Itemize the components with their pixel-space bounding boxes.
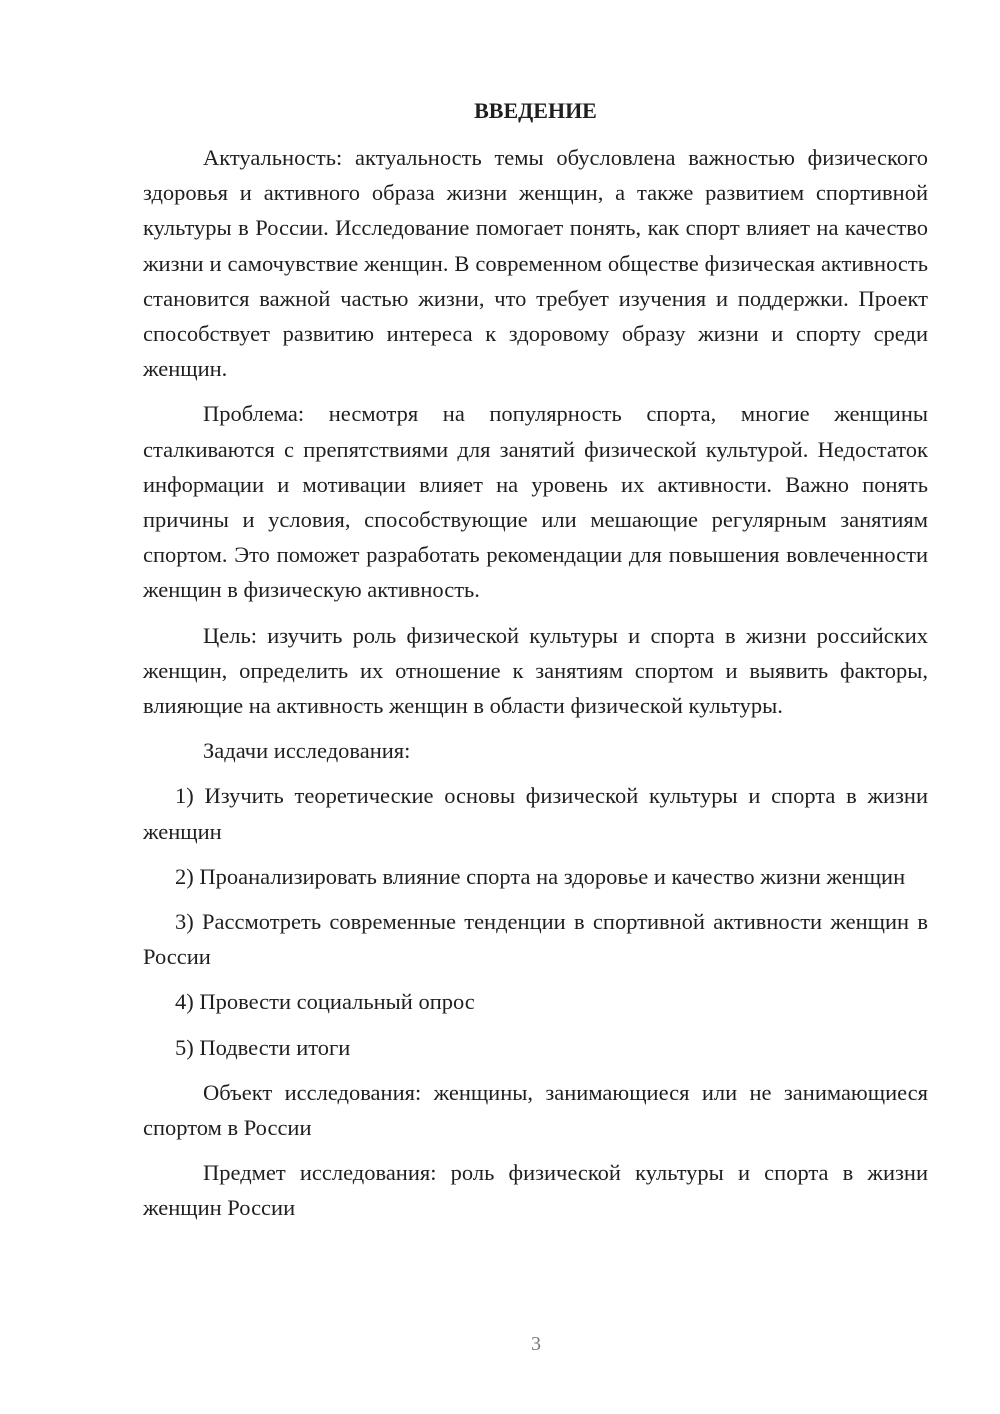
list-item: 4) Провести социальный опрос: [175, 989, 475, 1015]
list-item: 1) Изучить теоретические основы физической культуры и спорта в жизни женщин: [143, 783, 928, 844]
tasks-list: [143, 778, 928, 1064]
list-item: 5) Подвести итоги: [175, 1034, 351, 1060]
tasks-title: Задачи исследования:: [203, 738, 411, 764]
list-item: 3) Рассмотреть современные тенденции в спортивной активности женщин в России: [143, 909, 928, 970]
relevance-paragraph: Актуальность: актуальность темы обусловлена важностью физического здоровья и активного образа жизни женщин, а также развитием спортивной культуры в России. Исследование помогает понять, как спорт влияет на качество жизни и самочувствие женщин. В современном обществе физическая активность становится важной частью жизни, что требует изучения и поддержки. Проект способствует развитию интереса к здоровому образу жизни и спорту среди женщин.: [143, 145, 928, 382]
page-title: ВВЕДЕНИЕ: [474, 98, 597, 123]
subject-paragraph: Предмет исследования: роль физической культуры и спорта в жизни женщин России: [143, 1160, 928, 1221]
problem-paragraph: Проблема: несмотря на популярность спорта, многие женщины сталкиваются с препятствиями для занятий физической культурой. Недостаток информации и мотивации влияет на уровень их активности. Важно понять причины и условия, способствующие или мешающие регулярным занятиям спортом. Это поможет разработать рекомендации для повышения вовлеченности женщин в физическую активность.: [143, 401, 928, 603]
page-content: [143, 96, 928, 1236]
list-item: 2) Проанализировать влияние спорта на здоровье и качество жизни женщин: [175, 863, 906, 889]
goal-paragraph: Цель: изучить роль физической культуры и спорта в жизни российских женщин, определить их отношение к занятиям спортом и выявить факторы, влияющие на активность женщин в области физической культуры.: [143, 622, 928, 719]
object-paragraph: Объект исследования: женщины, занимающиеся или не занимающиеся спортом в России: [143, 1079, 928, 1141]
page-number: 3: [531, 1333, 541, 1355]
